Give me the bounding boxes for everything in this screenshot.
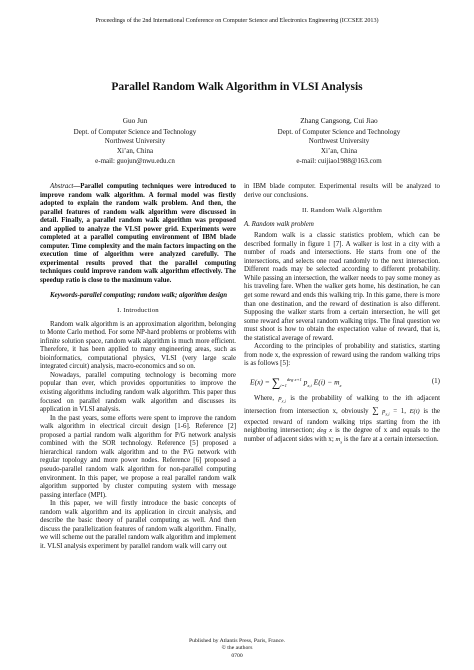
where-text-4: is the fare at a certain intersection. [343,435,439,443]
where-paragraph: Where, $p_{x,i}$ is the probability of walking to the ith adjacent intersection from intersection x, obviously ∑ $p_{x,i} = 1$, E(i) is the expected reward of random walking trips starting from the ith neighboring intersection; deg x is the degree of x and equals to the number of adjacent sides with x; $m_x$ is the fare at a certain intersection. [244,394,441,445]
symbol-p: $p_{x,i}$ [278,394,286,404]
author-email: e-mail: guojun@nwu.edu.cn [95,156,175,165]
page-number: 0700 [231,652,243,659]
author-dept: Dept. of Computer Science and Technology [73,127,197,136]
symbol-sum: ∑ $p_{x,i}$ [372,404,390,417]
author-block-1 [40,116,230,167]
continued-paragraph: in IBM blade computer. Experimental results will be analyzed to derive our conclusions. [244,183,440,199]
author-name: Zhang Cangsong, Cui Jiao [300,116,378,125]
section-heading-random-walk: II. Random Walk Algorithm [301,207,383,215]
left-column [40,183,236,551]
proceedings-header: Proceedings of the 2nd International Conference on Computer Science and Electronics Engineering (ICCSEE 2013) [95,18,379,24]
abstract-label: Abstract [50,183,74,190]
equation-formula [250,376,342,391]
author-block-2 [244,116,434,167]
paper-title: Parallel Random Walk Algorithm in VLSI Analysis [111,81,363,93]
equation-sub: x,i [307,382,312,388]
intro-paragraph: Random walk algorithm is an approximation algorithm, belonging to Monte Carlo method. For some NP-hard problems or problems with infinite solution space, random walk algorithm is much more efficient. Therefore, it has been applied to many engineering areas, such as bioinformatics, computational physics, VLSI (very large scale integrated circuit) analysis, macro-economics and so on. [40,320,236,371]
keywords: Keywords-parallel computing; random walk; algorithm design [50,291,228,299]
body-paragraph: Random walk is a classic statistics problem, which can be described formally in figure 1 [7]. A walker is lost in a city with a number of roads and intersections. He starts from one of the intersections, and selects one road randomly to the next intersection. Different roads may be selected according to different probability. While passing an intersection, the walker needs to pay some money as his traveling fare. When the walker gets home, his destination, he can get some reward and ends this walking trip. In this game, there is more than one destination, and the reward of destination is also different. Supposing the walker starts from a certain intersection, he will get some reward after several random walking trips. The final question we must shoot is how to obtain the expectation value of reward, that is, the statistical average of reward. [244,232,440,342]
right-column [244,183,440,447]
equation-1 [244,373,440,391]
author-city: Xi’an, China [116,147,154,156]
author-email: e-mail: cuijiao1988@163.com [296,156,382,165]
author-city: Xi’an, China [320,147,358,156]
where-lead: Where, [254,394,275,402]
intro-paragraph: Nowadays, parallel computing technology is becoming more popular than ever, which provides opportunities to improve the existing algorithms including random walk algorithm. This paper thus focused on parallel random walk algorithm and discusses its application in VLSI analysis. [40,371,236,414]
equation-lhs: E(x) = [250,377,270,387]
symbol-e-i: E(i) [409,407,420,415]
section-heading-introduction: I. Introduction [117,307,159,315]
abstract [40,183,236,286]
equation-sub-m: x [339,382,342,388]
symbol-deg: deg x [317,427,333,435]
abstract-text: —Parallel computing techniques were introduced to improve random walk algorithm. A formal model was firstly adopted to explain the random walk problem. And then, the parallel features of random walk algorithm were discussed in detail. Finally, a parallel random walk algorithm was proposed and applied to analyze the VLSI power grid. Experiments were completed at a parallel computing environment of IBM blade computer. Time complexity and the main factors impacting on the execution time of algorithm were analyzed carefully. The experimental results proved that the parallel computing techniques could improve random walk algorithm effectively. The speedup ratio is close to the maximum value. [40,183,236,285]
author-dept: Dept. of Computer Science and Technology [277,127,401,136]
author-name: Guo Jun [122,116,148,125]
equation-body: p [303,377,308,387]
sum-lower: i=1 [280,382,287,388]
sum-symbol: ∑ [271,375,281,390]
intro-paragraph: In the past years, some efforts were spent to improve the random walk algorithm in electrical circuit design [1-6]. Reference [2] proposed a partial random walk algorithm for P/G network analysis combined with the SOR technology. Reference [5] proposed a hierarchical random walk algorithm and to the P/G network with regular topology and more power nodes. Reference [6] proposed a pseudo-parallel random walk algorithm for non-parallel computing environment. In this paper, we propose a real parallel random walk algorithm supported by cluster computing system with message passing interface (MPI). [40,414,236,499]
subsection-heading: A. Random walk problem [244,220,314,228]
where-text-1: is the probability of walking to the ith adjacent intersection from intersection x, obviously [244,394,440,415]
where-text-2: is the expected reward of random walking trips starting from the ith neighboring intersection; [244,407,440,435]
equation-number: (1) [431,376,440,385]
symbol-m: $m_x$ [335,435,343,445]
copyright-line: © the authors [221,645,253,652]
sum-upper: deg x+1 [286,376,302,382]
intro-paragraph: In this paper, we will firstly introduce the basic concepts of random walk algorithm and its application in circuit analysis, and describe the basic theory of parallel computing as well. And then discuss the parallelization features of random walk algorithm. Finally, we will scheme out the parallel random walk algorithm and implement it. VLSI analysis experiment by parallel random walk will carry out [40,500,236,550]
publisher-line: Published by Atlantis Press, Paris, France. [188,638,286,644]
where-text-3: is the degree of x and equals to the number of adjacent sides with x; [244,427,441,443]
footer [0,638,474,660]
author-university: Northwest University [104,137,166,146]
sum-equals: = 1 [393,407,405,415]
author-university: Northwest University [308,137,370,146]
equation-rest: E(i) − m [313,377,340,387]
body-paragraph: According to the principles of probability and statistics, starting from node x, the expression of reward using the random walking trips is as follows [5]: [244,343,440,368]
